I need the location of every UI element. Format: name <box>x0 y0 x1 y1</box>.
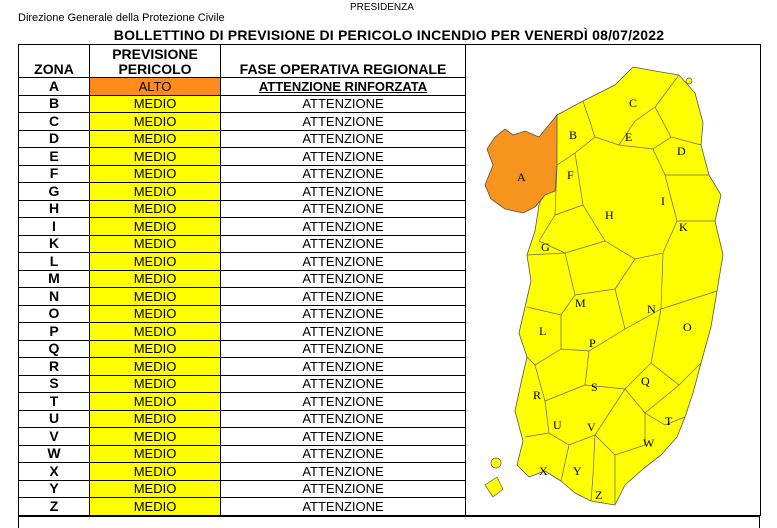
table-row <box>19 393 466 411</box>
operational-phase: ATTENZIONE <box>221 218 466 236</box>
zone-code: M <box>19 270 90 288</box>
operational-phase: ATTENZIONE <box>221 410 466 428</box>
zone-code: H <box>19 200 90 218</box>
danger-level: MEDIO <box>90 235 221 253</box>
zone-rows <box>19 78 466 516</box>
danger-level: MEDIO <box>90 445 221 463</box>
table-row <box>19 200 466 218</box>
table-row <box>19 288 466 306</box>
operational-phase: ATTENZIONE <box>221 148 466 166</box>
zone-code: S <box>19 375 90 393</box>
zone-code: V <box>19 428 90 446</box>
map-zone-label: N <box>647 302 656 316</box>
zone-code: I <box>19 218 90 236</box>
map-zone-label: M <box>575 296 586 310</box>
col-header-zona: ZONA <box>19 45 90 78</box>
zone-code: U <box>19 410 90 428</box>
danger-level: MEDIO <box>90 498 221 516</box>
danger-level: MEDIO <box>90 270 221 288</box>
map-zone-label: R <box>533 388 542 402</box>
danger-level: MEDIO <box>90 183 221 201</box>
zone-code: E <box>19 148 90 166</box>
danger-level: MEDIO <box>90 113 221 131</box>
danger-level: MEDIO <box>90 340 221 358</box>
bulletin-title: BOLLETTINO DI PREVISIONE DI PERICOLO INCENDIO PER VENERDÌ 08/07/2022 <box>113 27 665 43</box>
danger-level: MEDIO <box>90 323 221 341</box>
zone-code: Q <box>19 340 90 358</box>
map-zone-label: T <box>665 414 673 428</box>
danger-level: MEDIO <box>90 463 221 481</box>
danger-level: MEDIO <box>90 375 221 393</box>
table-row <box>19 95 466 113</box>
operational-phase: ATTENZIONE <box>221 358 466 376</box>
danger-level: MEDIO <box>90 305 221 323</box>
zone-code: N <box>19 288 90 306</box>
document-header <box>0 0 777 28</box>
operational-phase: ATTENZIONE <box>221 113 466 131</box>
operational-phase: ATTENZIONE <box>221 95 466 113</box>
table-row <box>19 270 466 288</box>
map-zone-label: P <box>589 336 596 350</box>
table-row <box>19 183 466 201</box>
table-row <box>19 130 466 148</box>
table-row <box>19 113 466 131</box>
zone-code: B <box>19 95 90 113</box>
operational-phase: ATTENZIONE <box>221 200 466 218</box>
zone-code: A <box>19 78 90 96</box>
zone-code: W <box>19 445 90 463</box>
zone-code: C <box>19 113 90 131</box>
zone-code: D <box>19 130 90 148</box>
operational-phase: ATTENZIONE <box>221 480 466 498</box>
map-zone-label: Y <box>573 464 582 478</box>
danger-level: MEDIO <box>90 358 221 376</box>
operational-phase: ATTENZIONE <box>221 270 466 288</box>
map-zone-label: O <box>683 320 692 334</box>
map-panel <box>465 44 761 516</box>
danger-level: MEDIO <box>90 410 221 428</box>
map-zone-label: B <box>569 128 578 142</box>
operational-phase: ATTENZIONE <box>221 393 466 411</box>
zone-code: F <box>19 165 90 183</box>
operational-phase: ATTENZIONE <box>221 253 466 271</box>
danger-level: ALTO <box>90 78 221 96</box>
operational-phase: ATTENZIONE <box>221 183 466 201</box>
danger-level: MEDIO <box>90 393 221 411</box>
zone-table <box>18 44 466 516</box>
map-zone-label: W <box>643 436 655 450</box>
col-header-previsione: PREVISIONE PERICOLO <box>90 45 221 78</box>
table-row <box>19 235 466 253</box>
map-zone-label: H <box>605 208 614 222</box>
zone-code: O <box>19 305 90 323</box>
map-zone-label: A <box>517 170 526 184</box>
table-row <box>19 305 466 323</box>
map-zone-label: Q <box>641 374 650 388</box>
danger-level: MEDIO <box>90 148 221 166</box>
danger-level: MEDIO <box>90 165 221 183</box>
map-zone-label: D <box>677 144 686 158</box>
map-zone-label: K <box>679 220 688 234</box>
table-row <box>19 375 466 393</box>
zone-code: P <box>19 323 90 341</box>
table-row <box>19 445 466 463</box>
operational-phase: ATTENZIONE <box>221 165 466 183</box>
operational-phase: ATTENZIONE <box>221 498 466 516</box>
table-row <box>19 498 466 516</box>
map-zone-label: C <box>629 96 638 110</box>
operational-phase: ATTENZIONE <box>221 305 466 323</box>
map-zone-label: S <box>591 380 598 394</box>
col-header-fase: FASE OPERATIVA REGIONALE <box>221 45 466 78</box>
table-row <box>19 358 466 376</box>
operational-phase: ATTENZIONE <box>221 323 466 341</box>
table-row <box>19 323 466 341</box>
danger-level: MEDIO <box>90 288 221 306</box>
zone-code: Z <box>19 498 90 516</box>
zone-code: G <box>19 183 90 201</box>
operational-phase: ATTENZIONE RINFORZATA <box>221 78 466 96</box>
map-zone-label: L <box>539 324 547 338</box>
zone-code: Y <box>19 480 90 498</box>
table-row <box>19 165 466 183</box>
table-row <box>19 218 466 236</box>
operational-phase: ATTENZIONE <box>221 235 466 253</box>
table-row <box>19 253 466 271</box>
zone-code: R <box>19 358 90 376</box>
presidenza-label: PRESIDENZA <box>350 2 414 13</box>
map-zone-label: G <box>541 240 550 254</box>
zone-code: T <box>19 393 90 411</box>
operational-phase: ATTENZIONE <box>221 340 466 358</box>
map-zone-label: E <box>625 130 633 144</box>
operational-phase: ATTENZIONE <box>221 130 466 148</box>
table-row <box>19 480 466 498</box>
operational-phase: ATTENZIONE <box>221 288 466 306</box>
table-row <box>19 78 466 96</box>
table-row <box>19 340 466 358</box>
map-zone-label: Z <box>595 488 603 502</box>
danger-level: MEDIO <box>90 95 221 113</box>
danger-level: MEDIO <box>90 130 221 148</box>
operational-phase: ATTENZIONE <box>221 445 466 463</box>
map-zone-label: U <box>553 418 562 432</box>
map-zone-label: F <box>567 168 574 182</box>
map-zone-label: V <box>587 420 596 434</box>
table-row <box>19 148 466 166</box>
sardinia-zone-map <box>465 45 760 516</box>
direzione-label: Direzione Generale della Protezione Civile <box>18 12 225 24</box>
table-row <box>19 410 466 428</box>
zone-code: L <box>19 253 90 271</box>
danger-level: MEDIO <box>90 218 221 236</box>
danger-level: MEDIO <box>90 253 221 271</box>
map-zone-label: X <box>539 464 548 478</box>
table-row <box>19 428 466 446</box>
operational-phase: ATTENZIONE <box>221 375 466 393</box>
zone-code: X <box>19 463 90 481</box>
operational-phase: ATTENZIONE <box>221 428 466 446</box>
zone-code: K <box>19 235 90 253</box>
danger-level: MEDIO <box>90 480 221 498</box>
danger-level: MEDIO <box>90 200 221 218</box>
map-zone-label: I <box>661 194 665 208</box>
table-row <box>19 463 466 481</box>
danger-level: MEDIO <box>90 428 221 446</box>
table-footer-row <box>18 516 760 528</box>
operational-phase: ATTENZIONE <box>221 463 466 481</box>
